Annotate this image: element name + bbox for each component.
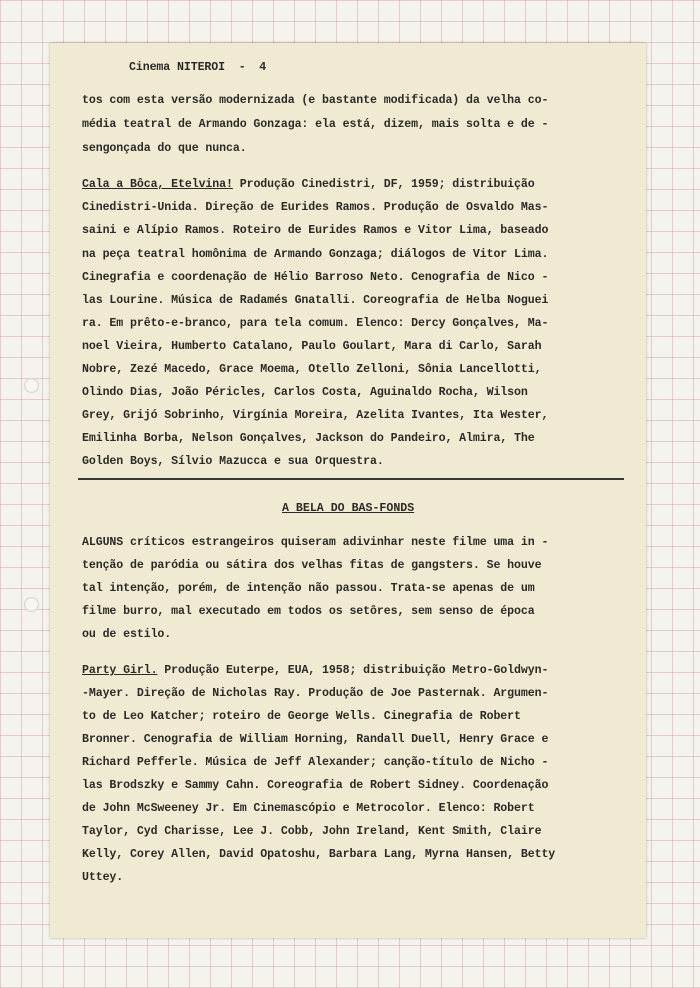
page-header: Cinema NITEROI - 4	[129, 61, 267, 74]
text-line: ra. Em prêto-e-branco, para tela comum. Elenco: Dercy Gonçalves, Ma-	[82, 317, 549, 330]
section-divider	[78, 478, 624, 480]
text-line: tal intenção, porém, de intenção não passou. Trata-se apenas de um	[82, 582, 535, 595]
punch-hole	[24, 378, 39, 393]
text-line: média teatral de Armando Gonzaga: ela está, dizem, mais solta e de -	[82, 118, 549, 131]
text-line: filme burro, mal executado em todos os setôres, sem senso de época	[82, 605, 535, 618]
text-line: Bronner. Cenografia de William Horning, Randall Duell, Henry Grace e	[82, 733, 549, 746]
text-line: Nobre, Zezé Macedo, Grace Moema, Otello Zelloni, Sônia Lancellotti,	[82, 363, 542, 376]
text-line: Emilinha Borba, Nelson Gonçalves, Jackson do Pandeiro, Almira, The	[82, 432, 535, 445]
text-line: de John McSweeney Jr. Em Cinemascópio e Metrocolor. Elenco: Robert	[82, 802, 535, 815]
text-line: Taylor, Cyd Charisse, Lee J. Cobb, John Ireland, Kent Smith, Claire	[82, 825, 542, 838]
text-line: las Lourine. Música de Radamés Gnatalli. Coreografia de Helba Noguei	[82, 294, 549, 307]
text-line: sengonçada do que nunca.	[82, 142, 247, 155]
film-title: Cala a Bôca, Etelvina!	[82, 178, 233, 191]
text-line: Cala a Bôca, Etelvina! Produção Cinedistri, DF, 1959; distribuição	[82, 178, 535, 191]
film-title: Party Girl.	[82, 664, 158, 677]
text-line: las Brodszky e Sammy Cahn. Coreografia de Robert Sidney. Coordenação	[82, 779, 549, 792]
text-line: Uttey.	[82, 871, 124, 884]
text-line: ou de estilo.	[82, 628, 172, 641]
text-line: tos com esta versão modernizada (e bastante modificada) da velha co-	[82, 94, 549, 107]
text-line: noel Vieira, Humberto Catalano, Paulo Goulart, Mara di Carlo, Sarah	[82, 340, 542, 353]
text-line: Golden Boys, Sílvio Mazucca e sua Orquestra.	[82, 455, 384, 468]
section-title: A BELA DO BAS-FONDS	[282, 502, 415, 515]
text-line: to de Leo Katcher; roteiro de George Wells. Cinegrafia de Robert	[82, 710, 521, 723]
text-line: na peça teatral homônima de Armando Gonzaga; diálogos de Vitor Lima.	[82, 248, 549, 261]
text-line: saini e Alípio Ramos. Roteiro de Eurides Ramos e Vitor Lima, baseado	[82, 224, 549, 237]
text-line: Richard Pefferle. Música de Jeff Alexander; canção-título de Nicho -	[82, 756, 549, 769]
text-line: tenção de paródia ou sátira dos velhas fitas de gangsters. Se houve	[82, 559, 542, 572]
punch-hole	[24, 597, 39, 612]
text-line: Kelly, Corey Allen, David Opatoshu, Barbara Lang, Myrna Hansen, Betty	[82, 848, 556, 861]
text-line: Cinegrafia e coordenação de Hélio Barroso Neto. Cenografia de Nico -	[82, 271, 549, 284]
text-line: -Mayer. Direção de Nicholas Ray. Produção de Joe Pasternak. Argumen-	[82, 687, 549, 700]
text-line: Cinedistri-Unida. Direção de Eurides Ramos. Produção de Osvaldo Mas-	[82, 201, 549, 214]
text-line: Olindo Dias, João Péricles, Carlos Costa, Aguinaldo Rocha, Wilson	[82, 386, 528, 399]
text-line: Grey, Grijó Sobrinho, Virgínia Moreira, Azelita Ivantes, Ita Wester,	[82, 409, 549, 422]
text-line: ALGUNS críticos estrangeiros quiseram adivinhar neste filme uma in -	[82, 536, 549, 549]
text-line: Party Girl. Produção Euterpe, EUA, 1958; distribuição Metro-Goldwyn-	[82, 664, 549, 677]
